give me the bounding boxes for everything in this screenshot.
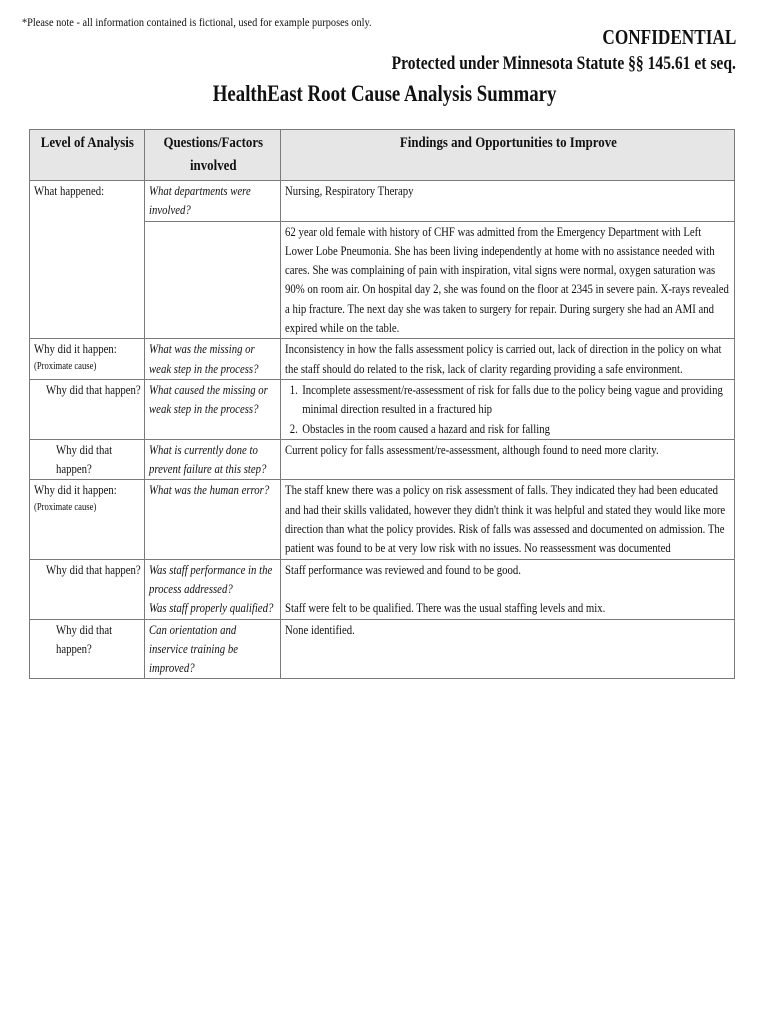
fictional-disclaimer: *Please note - all information contained is fictional, used for example purposes only. <box>22 15 372 29</box>
finding-cell: None identified. <box>281 619 735 679</box>
list-item: 1. Incomplete assessment/re-assessment of risk for falls due to the policy being vague and providing minimal direction resulted in a fractured hip <box>301 381 730 420</box>
table-row <box>30 619 735 679</box>
page-title <box>0 81 770 107</box>
header-level-of-analysis: Level of Analysis <box>30 130 145 181</box>
level-cell: Why did that happen? <box>30 379 145 439</box>
table-row <box>30 439 735 480</box>
finding-cell: 62 year old female with history of CHF was admitted from the Emergency Department with Left Lower Lobe Pneumonia. She has been living independently at home with no assistance needed with cares. She was complaining of pain with inspiration, vital signs were normal, oxygen saturation was 90% on room air. On hospital day 2, she was found on the floor at 2345 in severe pain. X-rays revealed a hip fracture. The next day she was taken to surgery for repair. During surgery she had an AMI and expired while on the table. <box>281 221 735 339</box>
level-cell: What happened: <box>30 181 145 222</box>
table-row <box>30 379 735 439</box>
finding-cell: The staff knew there was a policy on risk assessment of falls. They indicated they had been educated and had their skills validated, however they didn't think it was helpful and stated they would like more direction than what the policy provides. Risk of falls was assessed and documented on admission. The patient was found to be at very low risk with no issues. No reassessment was documented <box>281 480 735 559</box>
question-cell <box>145 221 281 339</box>
level-cell: Why did that happen? <box>30 559 145 619</box>
question-cell: What was the human error? <box>145 480 281 559</box>
proximate-cause-label: (Proximate cause) <box>34 360 97 372</box>
finding-list <box>285 381 729 439</box>
question-cell: What caused the missing or weak step in the process? <box>145 379 281 439</box>
level-label: Why did it happen: <box>34 342 117 357</box>
level-cell <box>30 339 145 380</box>
question-cell: What was the missing or weak step in the process? <box>145 339 281 380</box>
table-row <box>30 181 735 222</box>
question-cell: What departments were involved? <box>145 181 281 222</box>
table-row <box>30 221 735 339</box>
level-cell <box>30 480 145 559</box>
table-row <box>30 559 735 619</box>
finding-cell: Inconsistency in how the falls assessment policy is carried out, lack of direction in the policy on what the staff should do related to the risk, lack of clarity regarding providing a safe environment. <box>281 339 735 380</box>
table-row <box>30 339 735 380</box>
table-row <box>30 480 735 559</box>
header-questions-factors: Questions/Factors involved <box>145 130 281 181</box>
statute-notice: Protected under Minnesota Statute §§ 145.61 et seq. <box>391 53 736 74</box>
header-findings: Findings and Opportunities to Improve <box>281 130 735 181</box>
page-title-text: HealthEast Root Cause Analysis Summary <box>213 81 557 106</box>
finding-cell: Current policy for falls assessment/re-assessment, although found to need more clarity. <box>281 439 735 480</box>
level-label: Why did it happen: <box>34 483 117 498</box>
root-cause-analysis-table <box>29 129 735 679</box>
finding-cell: Nursing, Respiratory Therapy <box>281 181 735 222</box>
table-header-row <box>30 130 735 181</box>
confidential-label: CONFIDENTIAL <box>602 25 736 49</box>
question-cell: What is currently done to prevent failure at this step? <box>145 439 281 480</box>
level-cell: Why did that happen? <box>30 439 145 480</box>
question-cell: Was staff performance in the process addressed? Was staff properly qualified? <box>145 559 281 619</box>
finding-cell: Staff performance was reviewed and found to be good. Staff were felt to be qualified. There was the usual staffing levels and mix. <box>281 559 735 619</box>
level-cell: Why did that happen? <box>30 619 145 679</box>
question-cell: Can orientation and inservice training be improved? <box>145 619 281 679</box>
level-cell <box>30 221 145 339</box>
proximate-cause-label: (Proximate cause) <box>34 501 97 513</box>
finding-cell <box>281 379 735 439</box>
list-item: 2. Obstacles in the room caused a hazard and risk for falling <box>301 420 730 439</box>
